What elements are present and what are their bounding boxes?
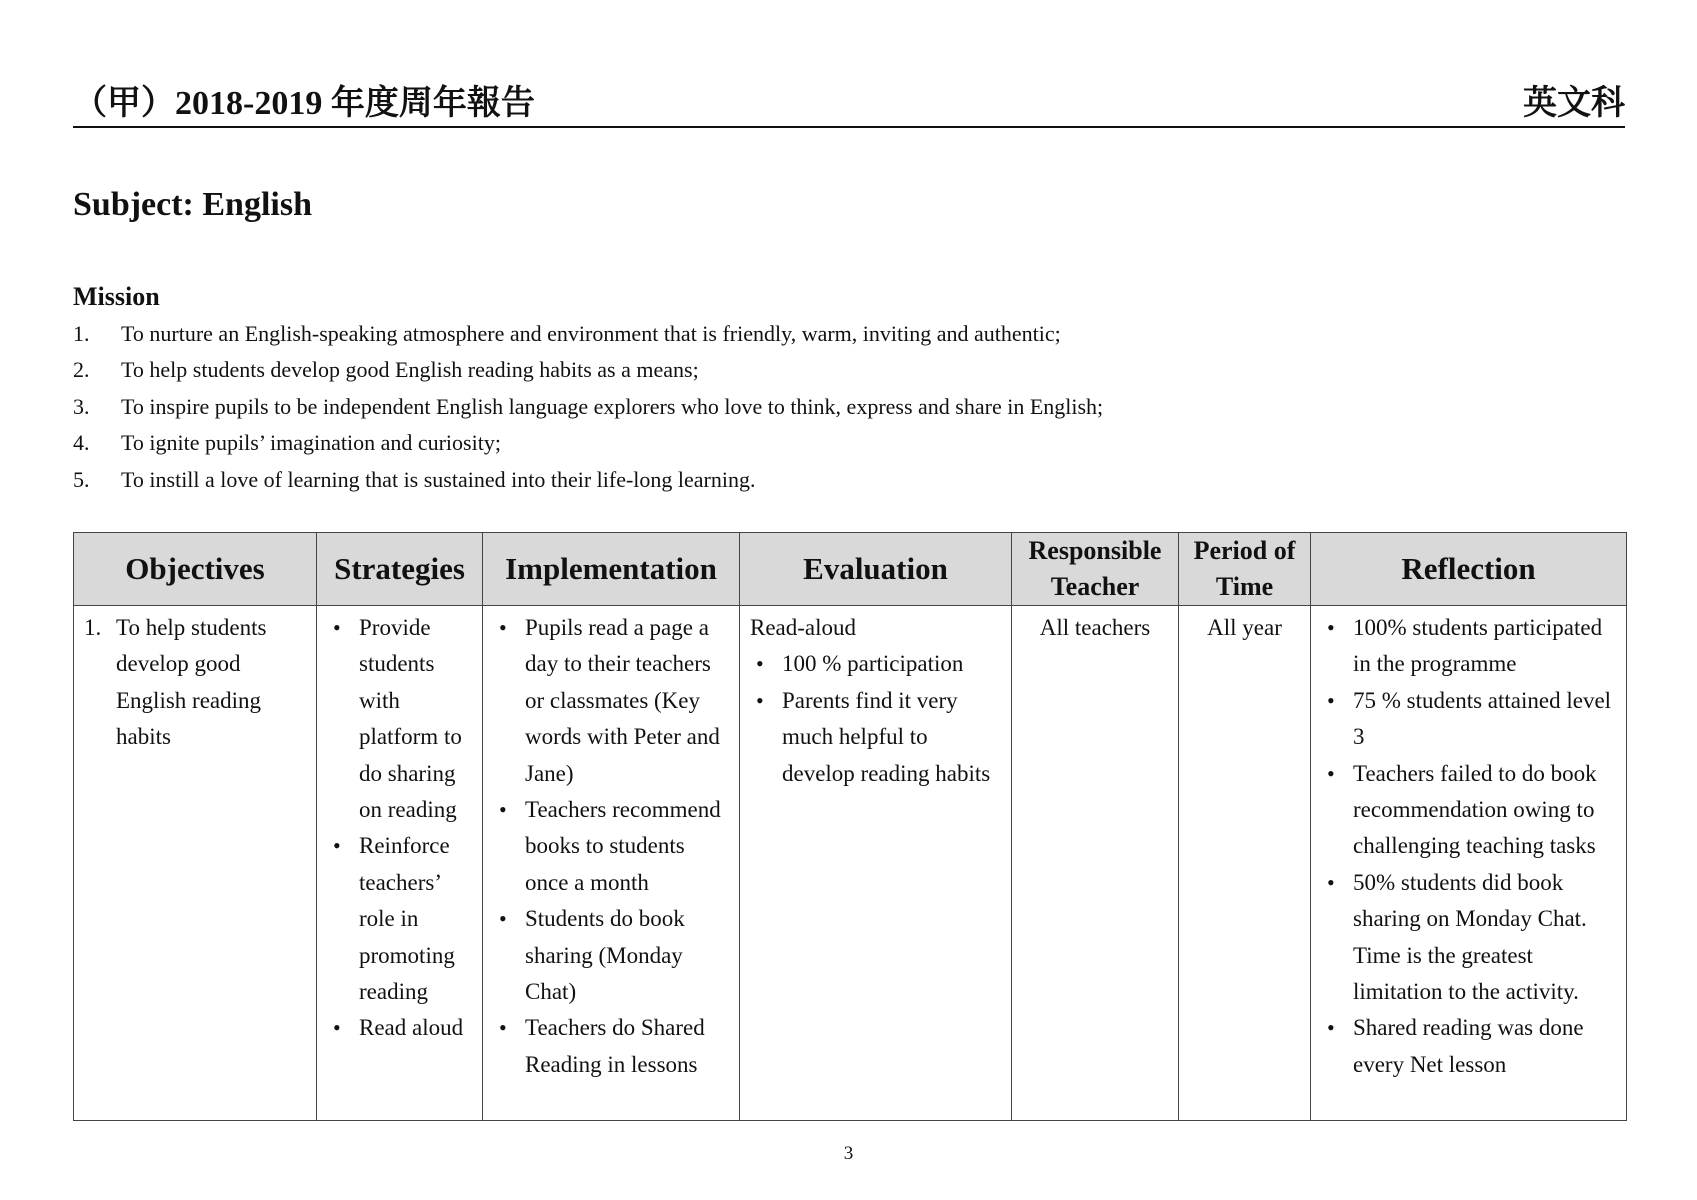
list-item: • Students do book sharing (Monday Chat) bbox=[493, 901, 729, 1010]
list-item: • Shared reading was done every Net lesson bbox=[1321, 1010, 1616, 1083]
objective-text: To help students develop good English reading habits bbox=[116, 615, 267, 750]
mission-item: 2. To help students develop good English reading habits as a means; bbox=[73, 357, 699, 383]
col-header-objectives: Objectives bbox=[74, 533, 317, 606]
list-item: • Teachers do Shared Reading in lessons bbox=[493, 1010, 729, 1083]
mission-item: 3. To inspire pupils to be independent English language explorers who love to think, express and share in English; bbox=[73, 393, 1104, 419]
list-item: • Pupils read a page a day to their teachers or classmates (Key words with Peter and Jane) bbox=[493, 610, 729, 792]
list-item: • 100% students participated in the programme bbox=[1321, 610, 1616, 683]
subject-heading: Subject: English bbox=[73, 186, 312, 223]
plan-table bbox=[73, 532, 1627, 1121]
evaluation-title: Read-aloud bbox=[750, 615, 857, 640]
col-header-reflection: Reflection bbox=[1311, 533, 1627, 606]
implementation-cell bbox=[483, 606, 740, 1121]
mission-title: Mission bbox=[73, 282, 160, 311]
col-header-responsible-teacher: Responsible Teacher bbox=[1012, 533, 1179, 606]
list-item: • Provide students with platform to do sharing on reading bbox=[327, 610, 472, 828]
mission-item: 5. To instill a love of learning that is sustained into their life-long learning. bbox=[73, 466, 756, 492]
evaluation-cell bbox=[740, 606, 1012, 1121]
col-header-period-of-time: Period of Time bbox=[1179, 533, 1311, 606]
col-header-strategies: Strategies bbox=[317, 533, 483, 606]
objectives-cell: 1. To help students develop good English reading habits bbox=[74, 606, 317, 1121]
list-item: • 100 % participation bbox=[750, 646, 1001, 682]
list-item: • Parents find it very much helpful to develop reading habits bbox=[750, 683, 1001, 792]
list-item: • Teachers recommend books to students once a month bbox=[493, 792, 729, 901]
list-item: • Reinforce teachers’ role in promoting reading bbox=[327, 828, 472, 1010]
col-header-implementation: Implementation bbox=[483, 533, 740, 606]
list-item: • 75 % students attained level 3 bbox=[1321, 683, 1616, 756]
page-header bbox=[73, 82, 1625, 128]
table-row bbox=[74, 606, 1627, 1121]
list-item: • Teachers failed to do book recommendation owing to challenging teaching tasks bbox=[1321, 756, 1616, 865]
table-header-row bbox=[74, 533, 1627, 606]
mission-list bbox=[73, 316, 1573, 498]
mission-item: 1. To nurture an English-speaking atmosphere and environment that is friendly, warm, inviting and authentic; bbox=[73, 321, 1061, 346]
subject-tag: 英文科 bbox=[1523, 85, 1625, 122]
strategies-cell bbox=[317, 606, 483, 1121]
reflection-cell bbox=[1311, 606, 1627, 1121]
list-item: • 50% students did book sharing on Monday Chat. Time is the greatest limitation to the activity. bbox=[1321, 865, 1616, 1011]
mission-item: 4. To ignite pupils’ imagination and curiosity; bbox=[73, 430, 501, 456]
responsible-teacher-cell: All teachers bbox=[1012, 606, 1179, 1121]
report-title: （甲）2018-2019 年度周年報告 bbox=[73, 85, 535, 122]
col-header-evaluation: Evaluation bbox=[740, 533, 1012, 606]
list-item: • Read aloud bbox=[327, 1010, 472, 1046]
page-number: 3 bbox=[843, 1143, 854, 1164]
period-of-time-cell: All year bbox=[1179, 606, 1311, 1121]
